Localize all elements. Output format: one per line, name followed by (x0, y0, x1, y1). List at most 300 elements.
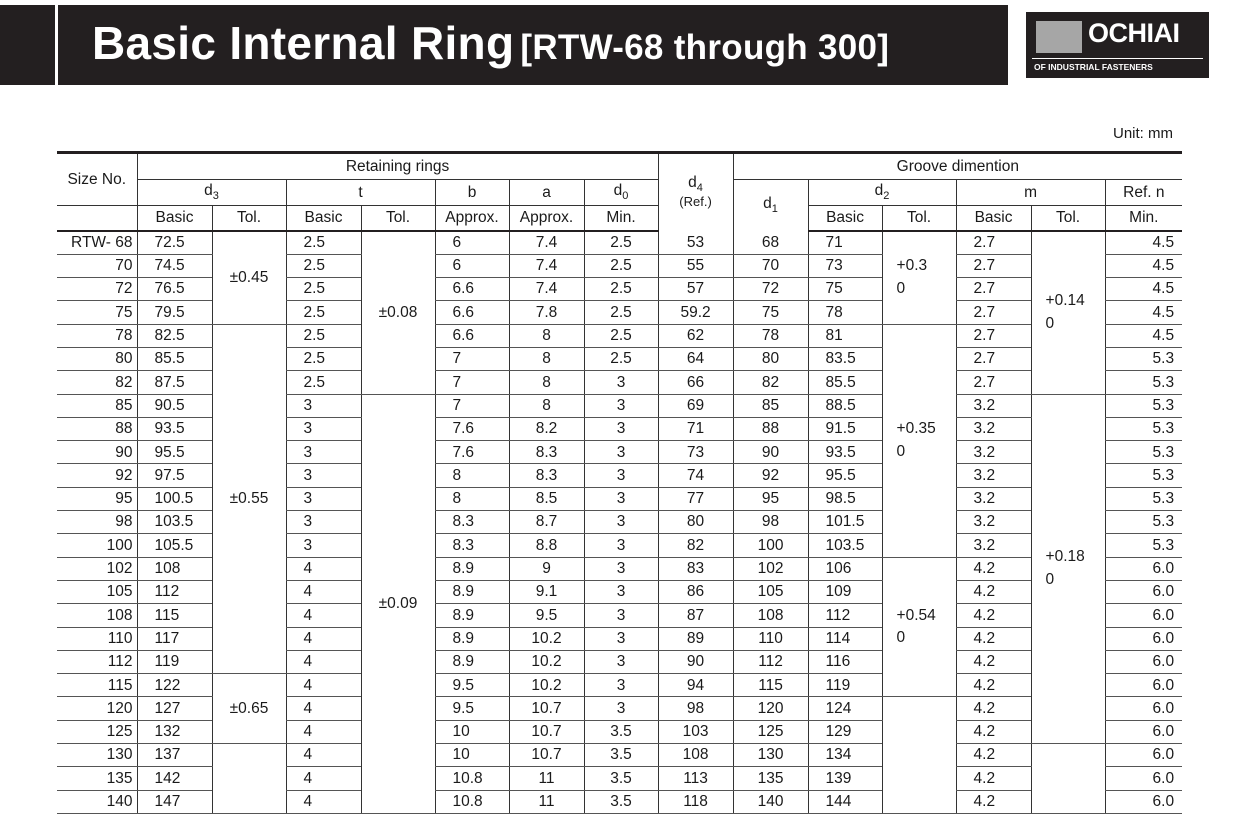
tol-lower: 0 (1045, 570, 1055, 588)
cell-ref-n: 6.0 (1105, 674, 1182, 697)
cell-d0-min: 3 (584, 441, 658, 464)
cell-d4-ref: 57 (658, 278, 733, 301)
cell-d0-min: 3 (584, 557, 658, 580)
cell-ref-n: 4.5 (1105, 278, 1182, 301)
cell-d1: 135 (733, 767, 808, 790)
cell-d0-min: 3 (584, 511, 658, 534)
cell-d2-tol (882, 231, 956, 324)
cell-d4-ref: 83 (658, 557, 733, 580)
cell-d4-ref: 108 (658, 744, 733, 767)
cell-d0-min: 3 (584, 580, 658, 603)
table-header (57, 153, 1182, 232)
cell-d0-min: 3 (584, 674, 658, 697)
cell-d2-tol (882, 557, 956, 697)
header-d0-letter: d (613, 181, 623, 199)
cell-size-no: 105 (57, 580, 137, 603)
cell-size-no: 75 (57, 301, 137, 324)
cell-m-basic: 4.2 (956, 557, 1031, 580)
cell-a-approx: 9 (509, 557, 584, 580)
header-size-no: Size No. (57, 153, 137, 206)
cell-t-basic: 4 (286, 744, 361, 767)
cell-a-approx: 8 (509, 394, 584, 417)
cell-d3-basic: 108 (137, 557, 212, 580)
cell-d3-basic: 147 (137, 790, 212, 813)
table-row (57, 231, 1182, 254)
tol-upper: +0.54 (896, 606, 936, 624)
cell-m-tol (1031, 394, 1105, 743)
header-ref-n: Ref. n (1105, 180, 1182, 206)
cell-d4-ref: 64 (658, 347, 733, 370)
cell-d4-ref: 73 (658, 441, 733, 464)
cell-d3-basic: 79.5 (137, 301, 212, 324)
tol-upper: +0.18 (1045, 548, 1085, 566)
cell-m-basic: 4.2 (956, 744, 1031, 767)
cell-d1: 82 (733, 371, 808, 394)
cell-t-basic: 3 (286, 417, 361, 440)
cell-b-approx: 8.9 (435, 650, 509, 673)
cell-t-basic: 2.5 (286, 347, 361, 370)
cell-m-basic: 2.7 (956, 301, 1031, 324)
cell-d2-basic: 109 (808, 580, 882, 603)
cell-d3-tol: ±0.55 (212, 324, 286, 673)
cell-d4-ref: 53 (658, 231, 733, 254)
cell-b-approx: 7.6 (435, 441, 509, 464)
header-size-blank (57, 206, 137, 232)
cell-a-approx: 9.5 (509, 604, 584, 627)
cell-d3-basic: 76.5 (137, 278, 212, 301)
cell-d4-ref: 62 (658, 324, 733, 347)
cell-ref-n: 6.0 (1105, 790, 1182, 813)
cell-d3-basic: 115 (137, 604, 212, 627)
cell-m-basic: 2.7 (956, 347, 1031, 370)
cell-t-basic: 4 (286, 557, 361, 580)
cell-d1: 105 (733, 580, 808, 603)
tol-lower: 0 (896, 629, 906, 647)
cell-t-basic: 2.5 (286, 301, 361, 324)
cell-size-no: RTW- 68 (57, 231, 137, 254)
cell-t-basic: 4 (286, 697, 361, 720)
cell-d0-min: 3 (584, 394, 658, 417)
cell-d2-basic: 75 (808, 278, 882, 301)
header-d2-letter: d (874, 181, 884, 199)
cell-a-approx: 8 (509, 347, 584, 370)
header-d3-letter: d (204, 181, 213, 199)
cell-d2-basic: 71 (808, 231, 882, 254)
header-d4-ref: (Ref.) (679, 194, 712, 210)
cell-d4-ref: 118 (658, 790, 733, 813)
header-d4-sub: 4 (696, 182, 703, 195)
cell-t-basic: 3 (286, 487, 361, 510)
cell-m-basic: 2.7 (956, 231, 1031, 254)
cell-t-basic: 3 (286, 441, 361, 464)
cell-b-approx: 6.6 (435, 301, 509, 324)
cell-b-approx: 8.9 (435, 580, 509, 603)
cell-d4-ref: 89 (658, 627, 733, 650)
cell-d0-min: 3.5 (584, 767, 658, 790)
logo-divider (1032, 58, 1203, 59)
cell-a-approx: 8.3 (509, 464, 584, 487)
cell-t-basic: 4 (286, 720, 361, 743)
page-title (92, 16, 889, 70)
cell-d1: 108 (733, 604, 808, 627)
cell-d3-basic: 117 (137, 627, 212, 650)
cell-size-no: 80 (57, 347, 137, 370)
cell-a-approx: 7.8 (509, 301, 584, 324)
cell-d2-tol (882, 324, 956, 557)
cell-size-no: 115 (57, 674, 137, 697)
cell-size-no: 112 (57, 650, 137, 673)
cell-d2-basic: 85.5 (808, 371, 882, 394)
cell-a-approx: 8.8 (509, 534, 584, 557)
tol-upper: +0.14 (1045, 292, 1085, 310)
cell-d0-min: 3 (584, 534, 658, 557)
cell-d3-basic: 87.5 (137, 371, 212, 394)
cell-m-basic: 3.2 (956, 464, 1031, 487)
cell-m-basic: 3.2 (956, 487, 1031, 510)
cell-d0-min: 2.5 (584, 347, 658, 370)
tol-lower: 0 (896, 279, 906, 297)
cell-t-basic: 2.5 (286, 231, 361, 254)
cell-d3-basic: 127 (137, 697, 212, 720)
cell-size-no: 78 (57, 324, 137, 347)
cell-d0-min: 2.5 (584, 231, 658, 254)
cell-d2-basic: 73 (808, 254, 882, 277)
cell-ref-n: 6.0 (1105, 580, 1182, 603)
cell-b-approx: 7 (435, 347, 509, 370)
cell-d3-tol: ±0.45 (212, 231, 286, 324)
cell-d3-tol: ±0.65 (212, 674, 286, 744)
cell-d0-min: 3 (584, 371, 658, 394)
cell-d1: 70 (733, 254, 808, 277)
cell-m-basic: 4.2 (956, 790, 1031, 813)
header-d3 (137, 180, 286, 206)
cell-m-basic: 4.2 (956, 580, 1031, 603)
cell-b-approx: 7 (435, 394, 509, 417)
cell-d3-basic: 105.5 (137, 534, 212, 557)
cell-d1: 80 (733, 347, 808, 370)
cell-ref-n: 6.0 (1105, 744, 1182, 767)
cell-t-tol: ±0.09 (361, 394, 435, 813)
cell-d2-tol (882, 697, 956, 813)
cell-b-approx: 8.3 (435, 511, 509, 534)
cell-d1: 75 (733, 301, 808, 324)
cell-d0-min: 2.5 (584, 254, 658, 277)
cell-size-no: 100 (57, 534, 137, 557)
cell-ref-n: 5.3 (1105, 487, 1182, 510)
cell-d0-min: 3.5 (584, 790, 658, 813)
cell-b-approx: 7.6 (435, 417, 509, 440)
cell-d2-basic: 88.5 (808, 394, 882, 417)
header-d1-sub: 1 (771, 203, 778, 216)
cell-d1: 78 (733, 324, 808, 347)
tol-lower: 0 (896, 442, 906, 460)
header-d3-sub: 3 (212, 190, 219, 203)
cell-d0-min: 3 (584, 604, 658, 627)
cell-d4-ref: 94 (658, 674, 733, 697)
cell-d1: 140 (733, 790, 808, 813)
cell-d3-basic: 85.5 (137, 347, 212, 370)
cell-t-basic: 4 (286, 580, 361, 603)
cell-size-no: 85 (57, 394, 137, 417)
cell-d1: 110 (733, 627, 808, 650)
cell-d4-ref: 55 (658, 254, 733, 277)
header-d4 (658, 153, 733, 232)
table-row (57, 324, 1182, 347)
header-d2-tol: Tol. (882, 206, 956, 232)
cell-d4-ref: 90 (658, 650, 733, 673)
cell-d1: 100 (733, 534, 808, 557)
cell-d1: 115 (733, 674, 808, 697)
cell-m-basic: 4.2 (956, 627, 1031, 650)
cell-d0-min: 3 (584, 417, 658, 440)
cell-d1: 92 (733, 464, 808, 487)
header-d0 (584, 180, 658, 206)
cell-b-approx: 10 (435, 720, 509, 743)
cell-d3-basic: 82.5 (137, 324, 212, 347)
cell-b-approx: 10.8 (435, 790, 509, 813)
cell-d2-basic: 83.5 (808, 347, 882, 370)
cell-b-approx: 6 (435, 254, 509, 277)
cell-b-approx: 6.6 (435, 324, 509, 347)
cell-d1: 85 (733, 394, 808, 417)
tol-upper: +0.35 (896, 420, 936, 438)
cell-ref-n: 6.0 (1105, 604, 1182, 627)
cell-m-tol (1031, 744, 1105, 814)
cell-t-basic: 2.5 (286, 371, 361, 394)
cell-a-approx: 7.4 (509, 231, 584, 254)
cell-t-basic: 4 (286, 650, 361, 673)
header-d0-min: Min. (584, 206, 658, 232)
cell-d2-basic: 129 (808, 720, 882, 743)
cell-ref-n: 4.5 (1105, 254, 1182, 277)
cell-d2-basic: 124 (808, 697, 882, 720)
cell-d3-basic: 119 (137, 650, 212, 673)
cell-d3-basic: 93.5 (137, 417, 212, 440)
cell-t-basic: 3 (286, 534, 361, 557)
cell-size-no: 110 (57, 627, 137, 650)
cell-d1: 98 (733, 511, 808, 534)
cell-a-approx: 11 (509, 790, 584, 813)
cell-b-approx: 8.3 (435, 534, 509, 557)
cell-d0-min: 2.5 (584, 324, 658, 347)
header-m-basic: Basic (956, 206, 1031, 232)
cell-d3-basic: 90.5 (137, 394, 212, 417)
cell-d1: 68 (733, 231, 808, 254)
cell-a-approx: 7.4 (509, 278, 584, 301)
cell-d3-basic: 132 (137, 720, 212, 743)
header-t: t (286, 180, 435, 206)
cell-d3-basic: 112 (137, 580, 212, 603)
header-d4-letter: d (688, 174, 697, 192)
cell-b-approx: 9.5 (435, 674, 509, 697)
cell-d0-min: 3 (584, 650, 658, 673)
cell-d3-basic: 97.5 (137, 464, 212, 487)
header-t-tol: Tol. (361, 206, 435, 232)
cell-t-basic: 2.5 (286, 254, 361, 277)
cell-size-no: 140 (57, 790, 137, 813)
cell-m-tol (1031, 231, 1105, 394)
cell-d2-basic: 134 (808, 744, 882, 767)
cell-d0-min: 2.5 (584, 301, 658, 324)
cell-size-no: 120 (57, 697, 137, 720)
cell-d3-basic: 103.5 (137, 511, 212, 534)
cell-t-basic: 4 (286, 767, 361, 790)
cell-m-basic: 3.2 (956, 534, 1031, 557)
cell-a-approx: 10.2 (509, 650, 584, 673)
cell-b-approx: 8 (435, 487, 509, 510)
cell-size-no: 70 (57, 254, 137, 277)
cell-m-basic: 4.2 (956, 650, 1031, 673)
header-retaining-rings: Retaining rings (137, 153, 658, 180)
cell-ref-n: 4.5 (1105, 231, 1182, 254)
cell-d0-min: 3 (584, 487, 658, 510)
cell-d1: 130 (733, 744, 808, 767)
cell-m-basic: 4.2 (956, 674, 1031, 697)
cell-t-basic: 4 (286, 604, 361, 627)
cell-d2-basic: 114 (808, 627, 882, 650)
cell-a-approx: 11 (509, 767, 584, 790)
cell-d2-basic: 119 (808, 674, 882, 697)
cell-a-approx: 8.2 (509, 417, 584, 440)
cell-ref-n: 6.0 (1105, 627, 1182, 650)
cell-b-approx: 6.6 (435, 278, 509, 301)
cell-d3-basic: 137 (137, 744, 212, 767)
header-d3-basic: Basic (137, 206, 212, 232)
table-row (57, 744, 1182, 767)
cell-ref-n: 5.3 (1105, 464, 1182, 487)
cell-a-approx: 8 (509, 324, 584, 347)
cell-d3-basic: 74.5 (137, 254, 212, 277)
page-subtitle: [RTW-68 through 300] (520, 28, 890, 67)
cell-b-approx: 8.9 (435, 604, 509, 627)
cell-d1: 88 (733, 417, 808, 440)
cell-d4-ref: 113 (658, 767, 733, 790)
cell-d0-min: 3 (584, 697, 658, 720)
cell-d3-basic: 122 (137, 674, 212, 697)
cell-d3-basic: 100.5 (137, 487, 212, 510)
cell-d1: 102 (733, 557, 808, 580)
cell-size-no: 135 (57, 767, 137, 790)
cell-ref-n: 4.5 (1105, 301, 1182, 324)
table-body (57, 231, 1182, 813)
header-b-approx: Approx. (435, 206, 509, 232)
cell-m-basic: 3.2 (956, 417, 1031, 440)
cell-d3-basic: 72.5 (137, 231, 212, 254)
cell-b-approx: 10.8 (435, 767, 509, 790)
cell-d3-basic: 95.5 (137, 441, 212, 464)
cell-size-no: 98 (57, 511, 137, 534)
cell-d2-basic: 144 (808, 790, 882, 813)
header-d2-sub: 2 (883, 190, 890, 203)
cell-ref-n: 5.3 (1105, 394, 1182, 417)
cell-m-basic: 3.2 (956, 441, 1031, 464)
cell-d2-basic: 103.5 (808, 534, 882, 557)
cell-d4-ref: 80 (658, 511, 733, 534)
cell-size-no: 88 (57, 417, 137, 440)
page-title-main: Basic Internal Ring (92, 17, 515, 69)
cell-d4-ref: 69 (658, 394, 733, 417)
cell-size-no: 130 (57, 744, 137, 767)
cell-d4-ref: 98 (658, 697, 733, 720)
cell-d2-basic: 116 (808, 650, 882, 673)
cell-a-approx: 10.2 (509, 674, 584, 697)
cell-t-basic: 4 (286, 790, 361, 813)
cell-t-basic: 4 (286, 674, 361, 697)
cell-t-basic: 3 (286, 394, 361, 417)
cell-a-approx: 10.2 (509, 627, 584, 650)
cell-d1: 112 (733, 650, 808, 673)
cell-d0-min: 3 (584, 627, 658, 650)
header-d2 (808, 180, 956, 206)
cell-t-basic: 2.5 (286, 278, 361, 301)
logo-tagline: OF INDUSTRIAL FASTENERS (1034, 62, 1153, 72)
cell-m-basic: 2.7 (956, 278, 1031, 301)
cell-ref-n: 5.3 (1105, 417, 1182, 440)
header-d3-tol: Tol. (212, 206, 286, 232)
cell-size-no: 95 (57, 487, 137, 510)
cell-m-basic: 4.2 (956, 767, 1031, 790)
cell-d1: 72 (733, 278, 808, 301)
tol-lower: 0 (1045, 314, 1055, 332)
cell-m-basic: 4.2 (956, 697, 1031, 720)
cell-d0-min: 2.5 (584, 278, 658, 301)
cell-d4-ref: 86 (658, 580, 733, 603)
header-d1-letter: d (763, 194, 772, 212)
cell-a-approx: 7.4 (509, 254, 584, 277)
cell-b-approx: 8.9 (435, 627, 509, 650)
cell-d2-basic: 139 (808, 767, 882, 790)
header-n-min: Min. (1105, 206, 1182, 232)
cell-d3-tol (212, 744, 286, 814)
unit-label: Unit: mm (1113, 125, 1173, 142)
header-d0-sub: 0 (622, 190, 629, 203)
logo-wordmark: OCHIAI (1088, 18, 1180, 48)
cell-d1: 120 (733, 697, 808, 720)
cell-ref-n: 6.0 (1105, 720, 1182, 743)
header-groove: Groove dimention (733, 153, 1182, 180)
header-m-tol: Tol. (1031, 206, 1105, 232)
cell-a-approx: 8 (509, 371, 584, 394)
tol-upper: +0.3 (896, 257, 928, 275)
header-a-approx: Approx. (509, 206, 584, 232)
cell-d3-basic: 142 (137, 767, 212, 790)
cell-m-basic: 4.2 (956, 720, 1031, 743)
cell-d2-basic: 81 (808, 324, 882, 347)
title-accent-bar (0, 5, 55, 85)
cell-t-tol: ±0.08 (361, 231, 435, 394)
cell-a-approx: 10.7 (509, 720, 584, 743)
cell-size-no: 72 (57, 278, 137, 301)
cell-a-approx: 10.7 (509, 697, 584, 720)
cell-d0-min: 3 (584, 464, 658, 487)
cell-size-no: 82 (57, 371, 137, 394)
cell-t-basic: 3 (286, 464, 361, 487)
cell-a-approx: 8.5 (509, 487, 584, 510)
cell-d2-basic: 93.5 (808, 441, 882, 464)
cell-t-basic: 2.5 (286, 324, 361, 347)
cell-d2-basic: 98.5 (808, 487, 882, 510)
cell-d2-basic: 101.5 (808, 511, 882, 534)
cell-d4-ref: 71 (658, 417, 733, 440)
cell-ref-n: 6.0 (1105, 697, 1182, 720)
table-row (57, 674, 1182, 697)
cell-b-approx: 9.5 (435, 697, 509, 720)
spec-table (57, 151, 1182, 814)
cell-ref-n: 5.3 (1105, 441, 1182, 464)
header-b: b (435, 180, 509, 206)
cell-size-no: 102 (57, 557, 137, 580)
cell-a-approx: 9.1 (509, 580, 584, 603)
